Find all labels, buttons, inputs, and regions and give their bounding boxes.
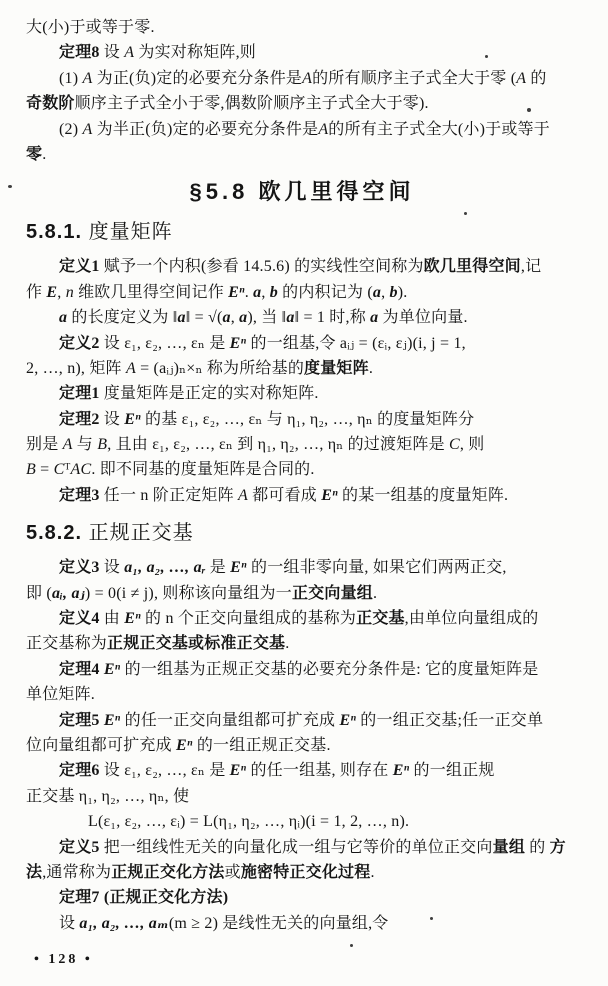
subsection-5-8-1-body	[26, 254, 604, 508]
scan-speck	[350, 944, 353, 947]
theorem-2-line-3: B = CᵀAC. 即不同基的度量矩阵是合同的.	[26, 461, 315, 479]
subsection-5-8-2-body	[26, 555, 604, 936]
section-header-5-8: §5.8 欧几里得空间	[189, 179, 415, 205]
theorem-2-line-2: 别是 A 与 B, 且由 ε₁, ε₂, …, εₙ 到 η₁, η₂, …, ηₙ 的过渡矩阵是 C, 则	[26, 436, 485, 454]
scan-speck	[8, 185, 12, 188]
theorem-6-formula: L(ε₁, ε₂, …, εᵢ) = L(η₁, η₂, …, ηᵢ)(i = 1, 2, …, n).	[88, 813, 410, 831]
theorem-8-item-2-cont: 零.	[26, 145, 47, 163]
theorem-7-line: 定理7 (正规正交化方法)	[59, 889, 229, 907]
theorem-8-line: 定理8 设 A 为实对称矩阵,则	[59, 44, 257, 62]
definition-1-line-2: 作 E, n 维欧几里得空间记作 Eⁿ. a, b 的内积记为 (a, b).	[26, 283, 408, 301]
vector-length-line: a 的长度定义为 ‖a‖ = √(a, a), 当 ‖a‖ = 1 时,称 a 为单位向量.	[59, 309, 468, 327]
subsection-title-5-8-1: 5.8.1. 度量矩阵	[26, 221, 173, 244]
theorem-8-item-2: (2) A 为半正(负)定的必要充分条件是A的所有主子式全大(小)于或等于	[59, 120, 550, 138]
theorem-4-line-2: 单位矩阵.	[26, 686, 96, 704]
definition-4-line-2: 正交基称为正规正交基或标准正交基.	[26, 635, 290, 653]
theorem-6-line-1: 定理6 设 ε₁, ε₂, …, εₙ 是 Eⁿ 的任一组基, 则存在 Eⁿ 的一组正规	[59, 762, 495, 780]
scan-speck	[464, 212, 467, 215]
theorem-2-line-1: 定理2 设 Eⁿ 的基 ε₁, ε₂, …, εₙ 与 η₁, η₂, …, ηₙ 的度量矩阵分	[59, 410, 475, 428]
theorem-5-line-1: 定理5 Eⁿ 的任一正交向量组都可扩充成 Eⁿ 的一组正交基;任一正交单	[59, 711, 544, 729]
theorem-7-setup-line: 设 a₁, a₂, …, aₘ(m ≥ 2) 是线性无关的向量组,令	[59, 914, 389, 932]
theorem-6-line-2: 正交基 η₁, η₂, …, ηₙ, 使	[26, 787, 190, 805]
definition-3-line-2: 即 (aᵢ, aⱼ) = 0(i ≠ j), 则称该向量组为一正交向量组.	[26, 584, 378, 602]
theorem-5-line-2: 位向量组都可扩充成 Eⁿ 的一组正规正交基.	[26, 736, 331, 754]
definition-1-line-1: 定义1 赋予一个内积(参看 14.5.6) 的实线性空间称为欧几里得空间,记	[59, 258, 542, 276]
theorem-3-line: 定理3 任一 n 阶正定矩阵 A 都可看成 Eⁿ 的某一组基的度量矩阵.	[59, 486, 509, 504]
intro-line-1: 大(小)于或等于零.	[26, 19, 155, 36]
footer-page-number: • 128 •	[34, 952, 93, 968]
intro-paragraphs	[26, 15, 604, 167]
theorem-4-line-1: 定理4 Eⁿ 的一组基为正规正交基的必要充分条件是: 它的度量矩阵是	[59, 660, 539, 678]
theorem-8-item-1-cont: 奇数阶顺序主子式全小于零,偶数阶顺序主子式全大于零).	[26, 95, 429, 113]
definition-2-line-2: 2, …, n), 矩阵 A = (aᵢⱼ)ₙ×ₙ 称为所给基的度量矩阵.	[26, 359, 374, 377]
definition-4-line-1: 定义4 由 Eⁿ 的 n 个正交向量组成的基称为正交基,由单位向量组成的	[59, 610, 539, 628]
scan-speck	[527, 108, 531, 112]
scan-speck	[430, 917, 433, 920]
subsection-title-5-8-2: 5.8.2. 正规正交基	[26, 522, 194, 545]
definition-3-line-1: 定义3 设 a₁, a₂, …, aᵣ 是 Eⁿ 的一组非零向量, 如果它们两两正交,	[59, 559, 507, 577]
theorem-8-item-1: (1) A 为正(负)定的必要充分条件是A的所有顺序主子式全大于零 (A 的	[59, 69, 547, 87]
definition-2-line-1: 定义2 设 ε₁, ε₂, …, εₙ 是 Eⁿ 的一组基,令 aᵢⱼ = (εᵢ, εⱼ)(i, j = 1,	[59, 334, 466, 352]
definition-5-line-1: 定义5 把一组线性无关的向量化成一组与它等价的单位正交向量组 的 方	[59, 838, 566, 856]
definition-5-line-2: 法,通常称为正规正交化方法或施密特正交化过程.	[26, 863, 375, 881]
theorem-1-line: 定理1 度量矩阵是正定的实对称矩阵.	[59, 385, 319, 403]
scan-speck	[485, 55, 488, 58]
